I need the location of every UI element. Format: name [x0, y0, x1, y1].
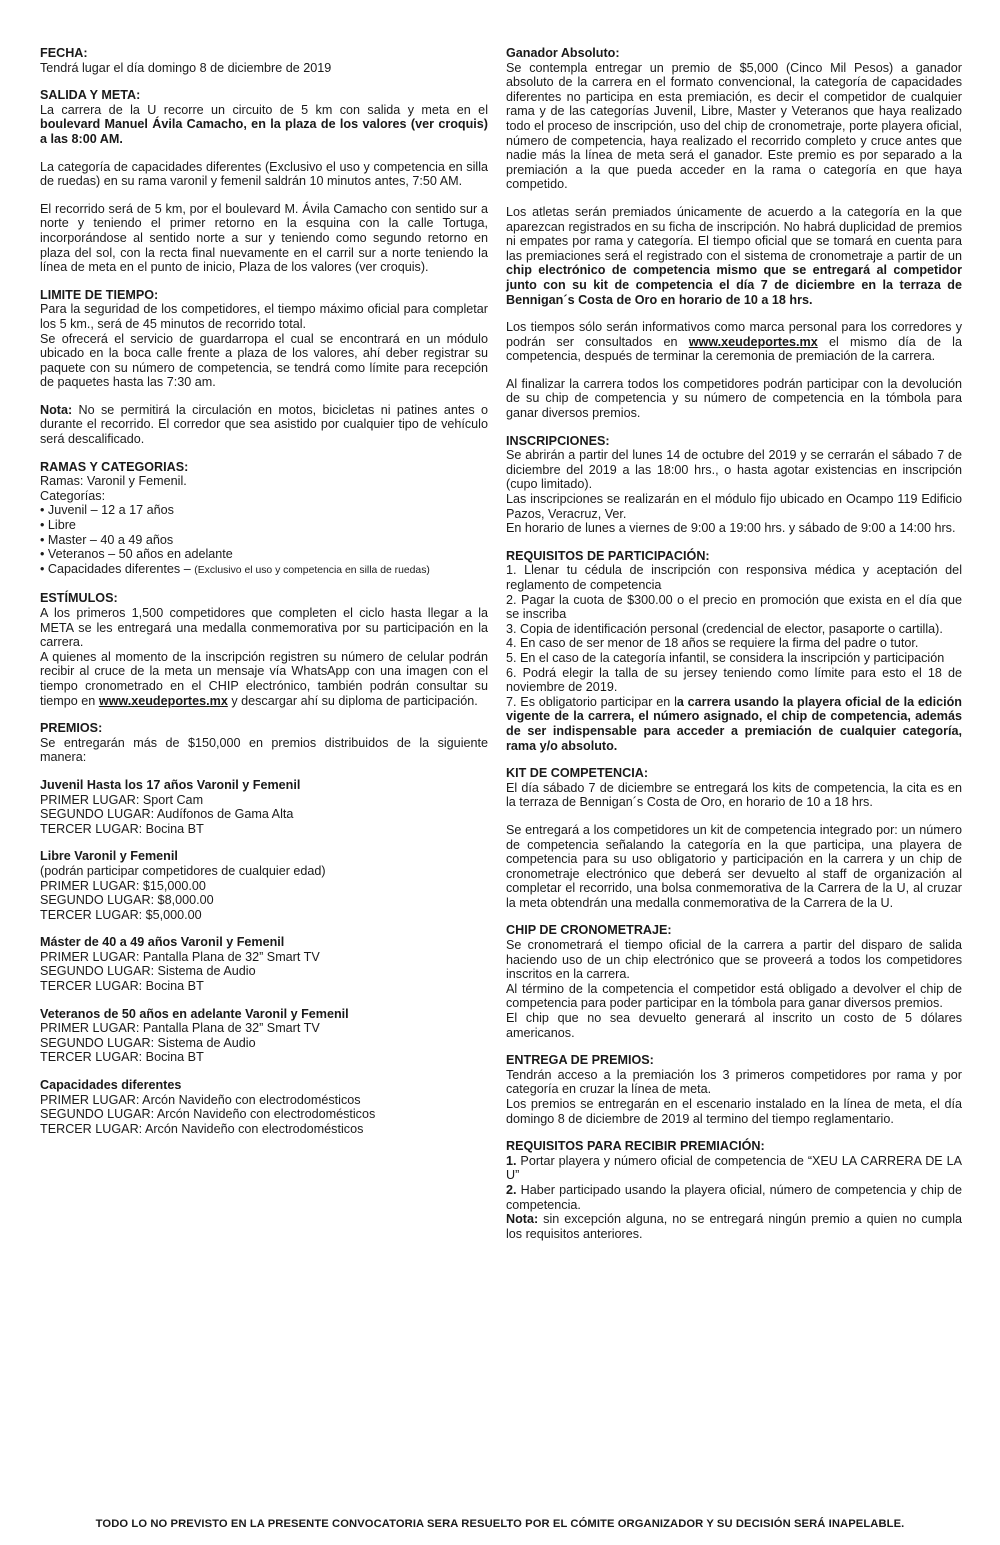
estimulos-paragraph-2: [40, 650, 488, 708]
prize-master: [40, 935, 488, 993]
prize-heading: Libre Varonil y Femenil: [40, 849, 178, 864]
inscripciones-p3: En horario de lunes a viernes de 9:00 a 19:00 hrs. y sábado de 9:00 a 14:00 hrs.: [506, 521, 956, 536]
requisito-item: 3. Copia de identificación personal (credencial de elector, pasaporte o cartilla).: [506, 621, 943, 636]
entrega-heading: ENTREGA DE PREMIOS:: [506, 1053, 654, 1068]
prize-line: PRIMER LUGAR: Arcón Navideño con electrodomésticos: [40, 1092, 361, 1107]
recibir-item: [506, 1154, 962, 1183]
list-item: [40, 562, 488, 579]
finalizar-paragraph: Al finalizar la carrera todos los competidores podrán participar con la devolución de su chip de competencia y su número de competencia en la tómbola para ganar diversos premios.: [506, 376, 962, 421]
ramas-text: Ramas: Varonil y Femenil.: [40, 474, 187, 489]
recibir-number: 2.: [506, 1182, 517, 1197]
prize-line: TERCER LUGAR: Bocina BT: [40, 1050, 204, 1065]
prize-note: (podrán participar competidores de cualquier edad): [40, 863, 326, 878]
salida-paragraph-3: El recorrido será de 5 km, por el boulevard M. Ávila Camacho con sentido sur a norte y teniendo el primer retorno en la esquina con la calle Tortuga, incorporándose al sentido norte a sur y teniendo como segundo retorno en plaza del sol, con la recta final nuevamente en el carril sur a norte teniendo la línea de meta en el punto de inicio, Plaza de los valores (ver croquis).: [40, 201, 488, 275]
atletas-bold: chip electrónico de competencia mismo que se entregará al competidor junto con su kit de competencia el día 7 de diciembre en la terraza de Bennigan´s Costa de Oro en horario de 10 a 18 hrs.: [506, 263, 962, 307]
recibir-nota: [506, 1212, 962, 1241]
list-item: • Master – 40 a 49 años: [40, 532, 174, 547]
section-inscripciones: [506, 434, 962, 536]
categorias-label: Categorías:: [40, 488, 106, 503]
ramas-heading: RAMAS Y CATEGORIAS:: [40, 459, 189, 474]
prize-line: TERCER LUGAR: Arcón Navideño con electrodomésticos: [40, 1121, 364, 1136]
xeudeportes-link[interactable]: www.xeudeportes.mx: [688, 334, 818, 349]
inscripciones-p2: Las inscripciones se realizarán en el módulo fijo ubicado en Ocampo 119 Edificio Pazos, Veracruz, Ver.: [506, 492, 962, 521]
chip-heading: CHIP DE CRONOMETRAJE:: [506, 923, 672, 938]
premios-heading: PREMIOS:: [40, 721, 103, 736]
requisito-item: 5. En el caso de la categoría infantil, se considera la inscripción y participación: [506, 650, 945, 665]
limite-heading: LIMITE DE TIEMPO:: [40, 287, 159, 302]
chip-p1: Se cronometrará el tiempo oficial de la carrera a partir del disparo de salida haciendo uso de un chip electrónico que se proveerá a todos los competidores inscritos en la carrera.: [506, 938, 962, 982]
recibir-nota-label: Nota:: [506, 1212, 539, 1227]
prize-line: SEGUNDO LUGAR: Audífonos de Gama Alta: [40, 807, 294, 822]
prize-line: PRIMER LUGAR: Sport Cam: [40, 792, 204, 807]
estimulos-p2-tail: y descargar ahí su diploma de participación.: [227, 693, 478, 708]
prize-heading: Capacidades diferentes: [40, 1078, 182, 1093]
prize-heading: Máster de 40 a 49 años Varonil y Femenil: [40, 935, 285, 950]
requisito-7-bold: a carrera usando la playera oficial de la edición vigente de la carrera, el número asignado, el chip de competencia, además de ser indispensable para acceder a premiación de cualquier categoría, rama y/o absoluto.: [506, 694, 962, 753]
ganador-text: Se contempla entregar un premio de $5,000 (Cinco Mil Pesos) a ganador absoluto de la carrera en el formato convencional, la categoría de capacidades diferentes no participa en esta premiación, es decir el competidor de cualquier rama y de las categorías Juvenil, Libre, Master y Veteranos que haya realizado todo el proceso de inscripción, uso del chip de cronometraje, porte playera oficial, número de competencia, haya realizado el recorrido completo y cruce antes que nadie más la línea de meta será el ganador. Este premio es por separado a la premiación a la que pueda acceder en la rama o categoría en que haya competido.: [506, 60, 962, 192]
requisito-7-text: 7. Es obligatorio participar en l: [506, 694, 677, 709]
requisito-item: [506, 695, 962, 753]
recibir-text: Portar playera y número oficial de competencia de “XEU LA CARRERA DE LA U”: [506, 1153, 962, 1183]
tiempos-tail: el mismo día de la competencia, después de terminar la ceremonia de premiación de la carrera.: [506, 334, 962, 364]
premios-text: Se entregarán más de $150,000 en premios distribuidos de la siguiente manera:: [40, 735, 488, 765]
prize-heading: Veteranos de 50 años en adelante Varonil y Femenil: [40, 1006, 349, 1021]
limite-paragraph-1: Para la seguridad de los competidores, el tiempo máximo oficial para completar los 5 km., será de 45 minutos de recorrido total.: [40, 302, 488, 331]
chip-p3: El chip que no sea devuelto generará al inscrito un costo de 5 dólares americanos.: [506, 1011, 962, 1040]
prize-line: TERCER LUGAR: $5,000.00: [40, 907, 202, 922]
requisito-item: 2. Pagar la cuota de $300.00 o el precio en promoción que exista en el día que se inscriba: [506, 592, 962, 622]
section-chip: [506, 923, 962, 1040]
prize-line: PRIMER LUGAR: Pantalla Plana de 32” Smart TV: [40, 949, 320, 964]
recibir-text: Haber participado usando la playera oficial, número de competencia y chip de competencia.: [506, 1182, 962, 1212]
list-item: • Juvenil – 12 a 17 años: [40, 503, 174, 518]
requisito-item: 6. Podrá elegir la talla de su jersey teniendo como límite para esto el 18 de noviembre de 2019.: [506, 665, 962, 695]
prize-line: SEGUNDO LUGAR: Arcón Navideño con electrodomésticos: [40, 1107, 376, 1122]
prize-line: TERCER LUGAR: Bocina BT: [40, 821, 204, 836]
estimulos-p2-text: A quienes al momento de la inscripción registren su número de celular podrán recibir al cruce de la meta un mensaje vía WhatsApp con una imagen con el tiempo cronometrado en el CHIP electrónico, también podrán consultar su tiempo en: [40, 649, 488, 708]
kit-p2: Se entregará a los competidores un kit de competencia integrado por: un número de competencia señalando la categoría en la que participa, una playera de competencia para su uso obligatorio y participación en la carrera y un chip de cronometraje electrónico que deberá ser devuelto al staff de organización al completar el recorrido, una bolsa conmemorativa de la Carrera de la U, al cruzar la meta obtendrán una medalla conmemorativa de la Carrera de la U.: [506, 822, 962, 910]
requisito-item: 1. Llenar tu cédula de inscripción con responsiva médica y aceptación del reglamento de competencia: [506, 563, 962, 592]
salida-heading: SALIDA Y META:: [40, 88, 141, 103]
nota-paragraph: [40, 403, 488, 447]
recibir-number: 1.: [506, 1153, 517, 1168]
recibir-nota-text: sin excepción alguna, no se entregará ningún premio a quien no cumpla los requisitos anteriores.: [506, 1212, 962, 1241]
requisitos-heading: REQUISITOS DE PARTICIPACIÓN:: [506, 548, 710, 563]
entrega-p2: Los premios se entregarán en el escenario instalado en la línea de meta, el día domingo 8 de diciembre de 2019 al termino del tiempo reglamentario.: [506, 1097, 962, 1126]
prize-heading: Juvenil Hasta los 17 años Varonil y Femenil: [40, 777, 301, 792]
prize-line: PRIMER LUGAR: Pantalla Plana de 32” Smart TV: [40, 1021, 320, 1036]
section-ganador: [506, 46, 962, 192]
section-ramas: [40, 460, 488, 579]
left-column: [40, 46, 488, 1149]
section-nota: [40, 403, 488, 447]
prize-libre: [40, 849, 488, 922]
entrega-p1: Tendrán acceso a la premiación los 3 primeros competidores por rama y por categoría en cruzar la línea de meta.: [506, 1067, 962, 1097]
recibir-item: [506, 1183, 962, 1212]
nota-text: No se permitirá la circulación en motos, bicicletas ni patines antes o durante el recorrido. El corredor que sea asistido por cualquier tipo de vehículo será descalificado.: [40, 402, 488, 447]
section-kit: [506, 766, 962, 910]
prize-capacidades: [40, 1078, 488, 1136]
salida-p1-bold: boulevard Manuel Ávila Camacho, en la plaza de los valores (ver croquis) a las 8:00 AM.: [40, 117, 488, 146]
section-atletas: [506, 205, 962, 307]
atletas-paragraph: [506, 205, 962, 307]
tiempos-text: Los tiempos sólo serán informativos como marca personal para los corredores y podrán ser consultados en: [506, 320, 962, 349]
prize-line: SEGUNDO LUGAR: $8,000.00: [40, 893, 214, 908]
section-finalizar: [506, 377, 962, 421]
prize-line: SEGUNDO LUGAR: Sistema de Audio: [40, 964, 256, 979]
section-salida-meta: [40, 88, 488, 275]
section-recibir: [506, 1139, 962, 1241]
estimulos-paragraph-1: A los primeros 1,500 competidores que completen el ciclo hasta llegar a la META se les entregará una medalla conmemorativa por su participación en la carrera.: [40, 606, 488, 650]
limite-paragraph-2: Se ofrecerá el servicio de guardarropa el cual se encontrará en un módulo ubicado en la boca calle frente a plaza de los valores, ahí deber registrar su paquete con su número de competencia, se tendrá como límite para recepción de paquetes hasta las 7:30 am.: [40, 331, 488, 390]
prize-veteranos: [40, 1007, 488, 1065]
section-estimulos: [40, 591, 488, 708]
xeudeportes-link[interactable]: www.xeudeportes.mx: [98, 693, 228, 708]
salida-paragraph-2: La categoría de capacidades diferentes (Exclusivo el uso y competencia en silla de ruedas) en su rama varonil y femenil saldrán 10 minutos antes, 7:50 AM.: [40, 159, 488, 189]
kit-p1: El día sábado 7 de diciembre se entregará los kits de competencia, la cita es en la terraza de Bennigan´s Costa de Oro, en horario de 10 a 18 hrs.: [506, 780, 962, 810]
salida-paragraph-1: [40, 103, 488, 147]
prize-juvenil: [40, 778, 488, 836]
section-entrega: [506, 1053, 962, 1126]
section-limite-tiempo: [40, 288, 488, 390]
footer-disclaimer: TODO LO NO PREVISTO EN LA PRESENTE CONVOCATORIA SERA RESUELTO POR EL CÓMITE ORGANIZADOR Y SU DECISIÓN SERÁ INAPELABLE.: [95, 1518, 905, 1530]
list-item-note: (Exclusivo el uso y competencia en silla de ruedas): [194, 564, 430, 576]
section-premios: [40, 721, 488, 765]
chip-p2: Al término de la competencia el competidor está obligado a devolver el chip de competencia para poder participar en la tómbola para ganar diversos premios.: [506, 981, 962, 1011]
list-item-label: • Capacidades diferentes –: [40, 561, 195, 576]
estimulos-heading: ESTÍMULOS:: [40, 591, 118, 606]
fecha-heading: FECHA:: [40, 46, 88, 60]
inscripciones-heading: INSCRIPCIONES:: [506, 433, 610, 448]
fecha-text: Tendrá lugar el día domingo 8 de diciembre de 2019: [40, 60, 332, 75]
kit-heading: KIT DE COMPETENCIA:: [506, 766, 649, 781]
tiempos-paragraph: [506, 320, 962, 364]
section-fecha: [40, 46, 488, 75]
salida-p1-text: La carrera de la U recorre un circuito de 5 km con salida y meta en el: [40, 102, 488, 117]
prize-line: PRIMER LUGAR: $15,000.00: [40, 878, 206, 893]
list-item: • Libre: [40, 518, 76, 533]
recibir-heading: REQUISITOS PARA RECIBIR PREMIACIÓN:: [506, 1139, 765, 1154]
list-item: • Veteranos – 50 años en adelante: [40, 547, 233, 562]
requisito-item: 4. En caso de ser menor de 18 años se requiere la firma del padre o tutor.: [506, 636, 919, 651]
atletas-text: Los atletas serán premiados únicamente de acuerdo a la categoría en la que aparezcan registrados en su ficha de inscripción. No habrá duplicidad de premios ni empates por rama y categoría. El tiempo oficial que se tomará en cuenta para las premiaciones será el registrado con el sistema de cronometraje a partir de un: [506, 204, 962, 263]
prize-line: SEGUNDO LUGAR: Sistema de Audio: [40, 1035, 256, 1050]
section-requisitos: [506, 549, 962, 753]
prize-line: TERCER LUGAR: Bocina BT: [40, 979, 204, 994]
ganador-heading: Ganador Absoluto:: [506, 46, 620, 60]
nota-label: Nota:: [40, 402, 73, 417]
section-tiempos: [506, 320, 962, 364]
inscripciones-p1: Se abrirán a partir del lunes 14 de octubre del 2019 y se cerrarán el sábado 7 de diciembre del 2019 a las 18:00 hrs., o hasta agotar existencias en inscripción (cupo limitado).: [506, 448, 962, 492]
right-column: [506, 46, 962, 1254]
